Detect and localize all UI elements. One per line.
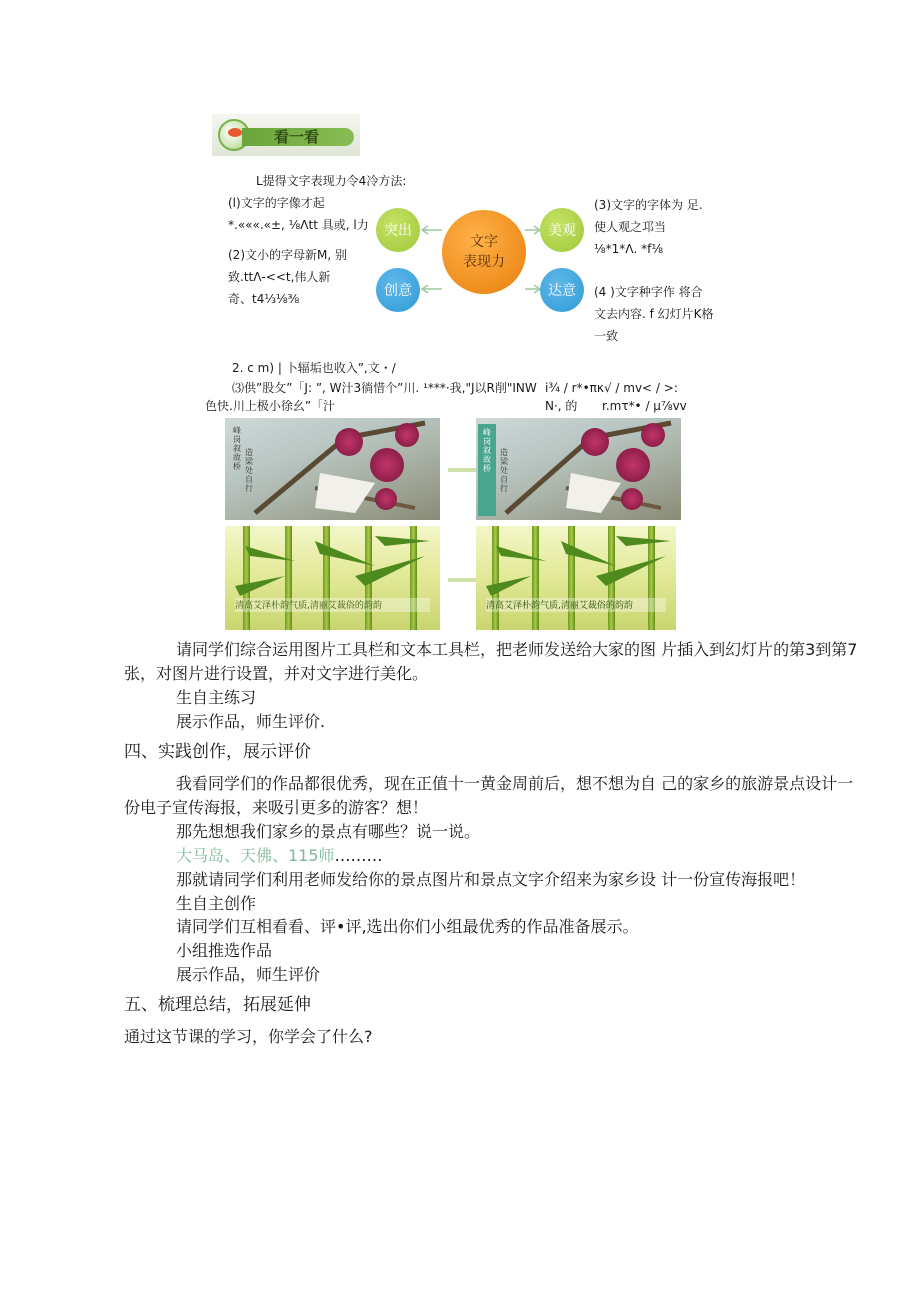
ellipsis: ……… <box>334 846 383 865</box>
arrow-right-icon <box>448 578 478 582</box>
vertical-poem-1: 峰岗叙故桥 <box>233 426 241 471</box>
garbled-line-3c: r.mτ*• / μ⅞vv <box>602 399 687 413</box>
section-heading-5: 五、梳理总结，拓展延伸 <box>124 995 311 1015</box>
paragraph-6 <box>176 844 383 868</box>
paragraph-1-cont: 张，对图片进行设置，并对文字进行美化。 <box>124 664 429 683</box>
node-meiguan: 美观 <box>540 208 584 252</box>
center-line-1: 文字 <box>470 234 498 250</box>
node-dayi: 达意 <box>540 268 584 312</box>
banner-label: 看一看 <box>274 128 320 146</box>
bamboo-photo-before <box>225 526 440 630</box>
arrow-right-icon <box>448 468 478 472</box>
paragraph-8: 生自主创作 <box>176 894 257 913</box>
note-line: (2)文小的字母新M, 别 <box>228 248 347 262</box>
paragraph-11: 展示作品，师生评价 <box>176 965 321 984</box>
note-line: 一致 <box>594 329 619 343</box>
note-line: *.«««.«±, ⅛Λtt 具或, l力 <box>228 218 369 232</box>
note-line: (l)文字的字像才起 <box>228 196 325 210</box>
eye-icon <box>228 128 242 137</box>
paragraph-10: 小组推选作品 <box>176 941 273 960</box>
plum-photo-before <box>225 418 440 520</box>
note-left-2 <box>228 244 378 310</box>
note-line: 使人观之邛当 <box>594 220 667 234</box>
leaves-shape <box>476 526 676 630</box>
banner-image <box>212 114 360 156</box>
node-chuangyi: 创意 <box>376 268 420 312</box>
note-left-1 <box>228 192 378 236</box>
paragraph-9: 请同学们互相看看、评•评,选出你们小组最优秀的作品准备展示。 <box>176 917 639 936</box>
blossom <box>581 428 609 456</box>
paragraph-4: 我看同学们的作品都很优秀，现在正值十一黄金周前后，想不想为自 己的家乡的旅游景点设计一 <box>176 774 854 793</box>
paragraph-12: 通过这节课的学习，你学会了什么? <box>124 1027 373 1046</box>
garbled-line-3: 色快.川上极小徐幺”「汁 <box>205 399 336 413</box>
center-line-2: 表现力 <box>463 254 505 270</box>
garbled-line-2: ⑶供”股攵”「J: ”, W汁3徜惜个”川. ¹***·我,"J以R削"INW <box>232 381 537 395</box>
leaves-shape <box>225 526 440 630</box>
method-title: L提得文字表现力令4冷方法: <box>256 174 407 188</box>
note-line: 致.ttΛ-<<t,伟人新 <box>228 270 331 284</box>
blossom <box>370 448 404 482</box>
bamboo-photo-after <box>476 526 676 630</box>
blossom <box>335 428 363 456</box>
note-line: ⅛*1*Λ. *f⅛ <box>594 242 663 256</box>
note-line: (3)文字的字体为 足. <box>594 198 703 212</box>
note-line: 奇、t4⅓⅛⅜ <box>228 292 300 306</box>
note-right-4 <box>594 281 734 347</box>
plum-photo-after <box>476 418 681 520</box>
note-right-3 <box>594 194 734 260</box>
note-line: (4 )文字种字作 将合 <box>594 285 703 299</box>
image-caption: 清高艾泽朴韵气质,清丽艾裁俗的韵韵 <box>235 598 430 612</box>
vertical-poem-1: 峰岗叙故桥 <box>483 428 491 473</box>
blossom <box>375 488 397 510</box>
text-expression-diagram <box>370 198 595 320</box>
paragraph-3: 展示作品，师生评价. <box>176 712 326 731</box>
paragraph-5: 那先想想我们家乡的景点有哪些？说一说。 <box>176 822 481 841</box>
image-caption: 清高艾泽朴韵气质,清丽艾裁俗的韵韵 <box>486 598 666 612</box>
blossom <box>616 448 650 482</box>
vertical-poem-2: 造梁处自行 <box>500 448 508 493</box>
vertical-poem-2: 造梁处自行 <box>245 448 253 493</box>
paragraph-1: 请同学们综合运用图片工具栏和文本工具栏，把老师发送给大家的图 片插入到幻灯片的第3到第7 <box>176 640 858 659</box>
garbled-line-1: 2. c m) | 卜辐垢也收入”,文・/ <box>232 361 396 375</box>
paragraph-4-cont: 份电子宣传海报，来吸引更多的游客？想！ <box>124 798 429 817</box>
paragraph-2: 生自主练习 <box>176 688 257 707</box>
garbled-line-3b: N·, 的 <box>545 399 578 413</box>
blossom <box>641 423 665 447</box>
note-line: 文去内容. f 幻灯片K格 <box>594 307 714 321</box>
blossom <box>395 423 419 447</box>
node-center <box>442 210 526 294</box>
node-tuchu: 突出 <box>376 208 420 252</box>
garbled-line-2b: i¾ / r*•πκ√ / mv< / >: <box>545 381 678 395</box>
blossom <box>621 488 643 510</box>
section-heading-4: 四、实践创作，展示评价 <box>124 742 311 762</box>
scenic-spots-answer: 大马岛、天佛、115师 <box>176 846 335 865</box>
paragraph-7: 那就请同学们利用老师发给你的景点图片和景点文字介绍来为家乡设 计一份宣传海报吧！ <box>176 870 806 889</box>
